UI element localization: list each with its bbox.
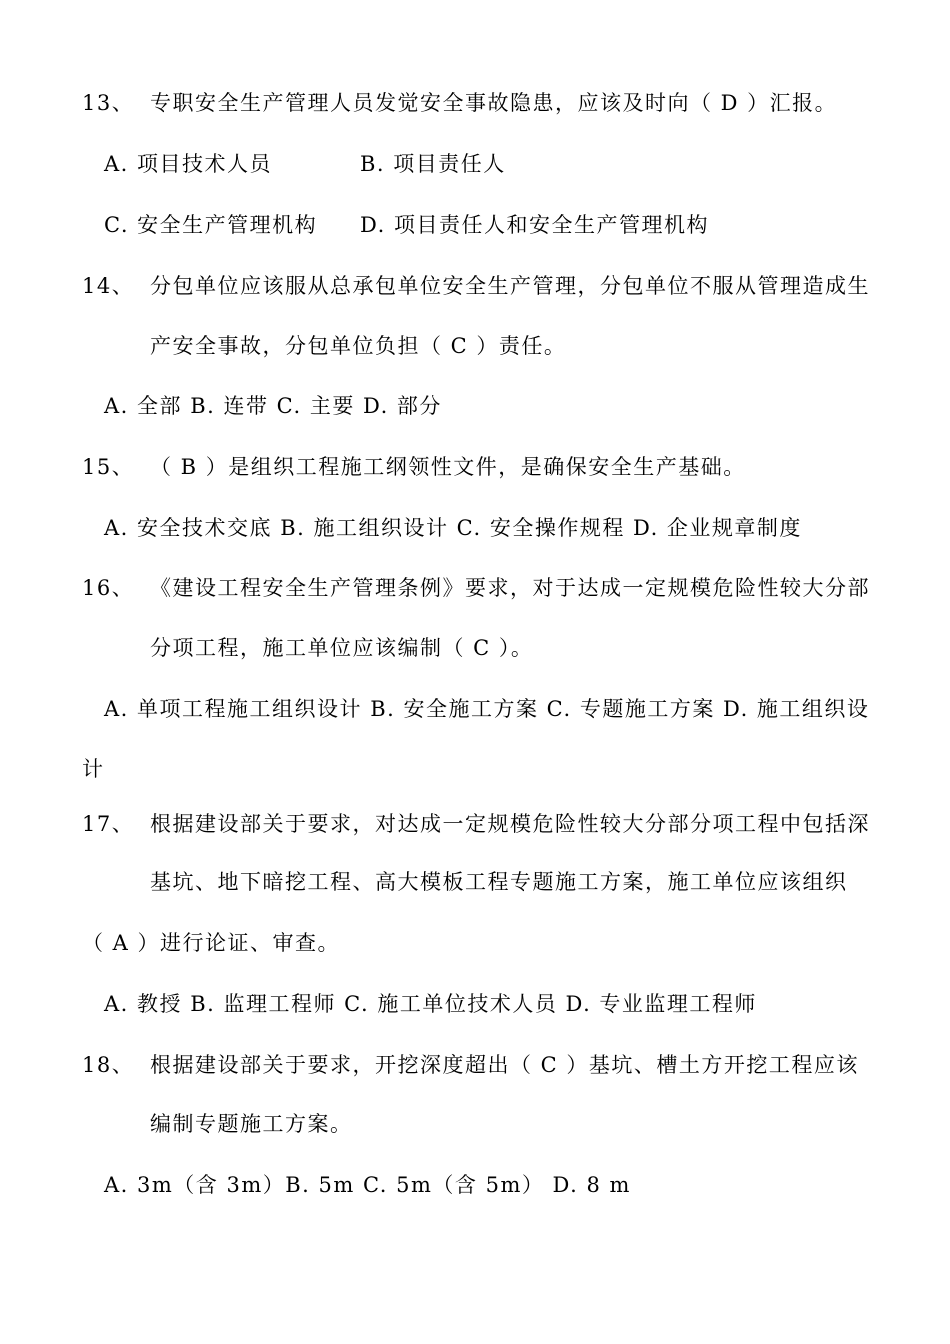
question-text: （ B ）是组织工程施工纲领性文件，是确保安全生产基础。 — [150, 455, 746, 479]
question-number: 16、 — [82, 576, 135, 600]
question-16-options-line2: 计 — [82, 757, 105, 781]
question-text-line1: 根据建设部关于要求，对达成一定规模危险性较大分部分项工程中包括深 — [150, 812, 870, 836]
option-d: D. 项目责任人和安全生产管理机构 — [360, 213, 709, 237]
question-text-line2: 产安全事故，分包单位负担（ C ）责任。 — [150, 334, 567, 358]
question-text: 专职安全生产管理人员发觉安全事故隐患，应该及时向（ D ）汇报。 — [150, 91, 838, 115]
question-16-options-line1: A. 单项工程施工组织设计 B. 安全施工方案 C. 专题施工方案 D. 施工组织设 — [104, 697, 870, 721]
question-number: 17、 — [82, 812, 135, 836]
question-text-line2: 基坑、地下暗挖工程、高大模板工程专题施工方案，施工单位应该组织 — [150, 870, 848, 894]
question-text-line2: 分项工程，施工单位应该编制（ C ）。 — [150, 636, 534, 660]
question-13-options-row2 — [104, 211, 904, 239]
question-text-line1: 根据建设部关于要求，开挖深度超出（ C ）基坑、槽土方开挖工程应该 — [150, 1053, 859, 1077]
question-13-options-row1 — [104, 150, 904, 178]
question-number: 15、 — [82, 455, 135, 479]
question-text-line1: 分包单位应该服从总承包单位安全生产管理，分包单位不服从管理造成生 — [150, 274, 870, 298]
option-a: A. 项目技术人员 — [104, 152, 273, 176]
question-text-line3: （ A ）进行论证、审查。 — [82, 931, 341, 955]
question-number: 18、 — [82, 1053, 135, 1077]
question-14-options: A. 全部 B. 连带 C. 主要 D. 部分 — [104, 394, 442, 418]
question-text-line2: 编制专题施工方案。 — [150, 1112, 353, 1136]
question-15-options: A. 安全技术交底 B. 施工组织设计 C. 安全操作规程 D. 企业规章制度 — [104, 516, 802, 540]
question-number: 14、 — [82, 274, 135, 298]
question-17-options: A. 教授 B. 监理工程师 C. 施工单位技术人员 D. 专业监理工程师 — [104, 992, 757, 1016]
question-number: 13、 — [82, 91, 135, 115]
option-b: B. 项目责任人 — [360, 152, 506, 176]
question-18-options: A. 3m（含 3m）B. 5m C. 5m（含 5m） D. 8 m — [104, 1173, 631, 1197]
option-c: C. 安全生产管理机构 — [104, 213, 318, 237]
question-text-line1: 《建设工程安全生产管理条例》要求，对于达成一定规模危险性较大分部 — [150, 576, 870, 600]
